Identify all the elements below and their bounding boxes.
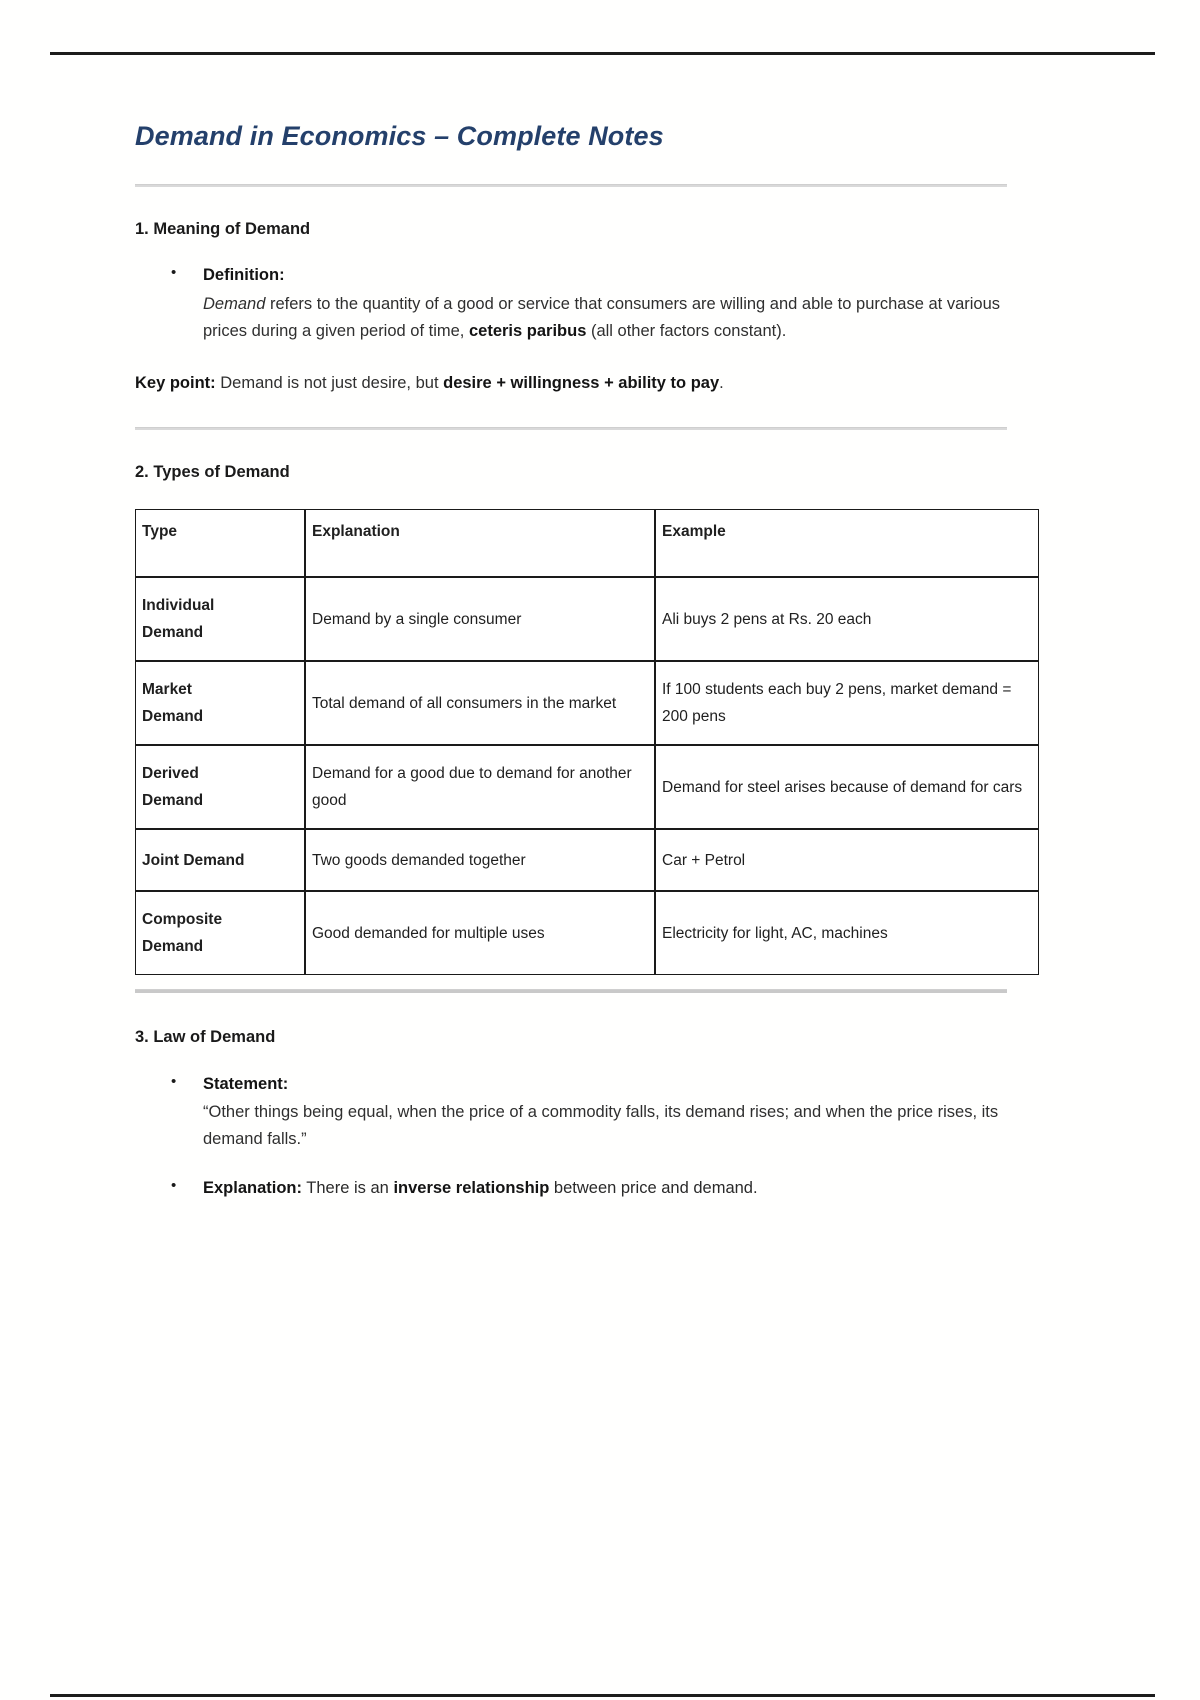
definition-label: Definition: [203,266,285,285]
column-header-type: Type [135,509,305,577]
explanation-label: Explanation: [203,1178,303,1197]
statement-label: Statement: [203,1074,289,1093]
definition-body [203,291,1003,344]
type-name-lines [142,760,300,814]
document-content [135,120,1023,1201]
definition-italic-term: Demand [203,294,266,313]
type-name-lines [142,676,300,730]
cell-example-derived: Demand for steel arises because of demand for cars [655,745,1039,829]
page-bottom-rule [50,1694,1155,1697]
cell-example-individual: Ali buys 2 pens at Rs. 20 each [655,577,1039,661]
type-line-1: Derived [142,765,199,783]
table-row [135,745,1039,829]
key-point-text-1: Demand is not just desire, but [215,374,444,393]
cell-explanation-market: Total demand of all consumers in the market [305,661,655,745]
key-point-line [135,370,1007,396]
cell-type-joint: Joint Demand [135,829,305,891]
section-divider-2 [135,989,1007,993]
section-heading-meaning: 1. Meaning of Demand [135,219,311,238]
list-item-explanation [135,1175,1007,1202]
type-line-2: Demand [142,938,204,956]
list-item-definition [135,262,1007,344]
cell-example-market: If 100 students each buy 2 pens, market demand = 200 pens [655,661,1039,745]
section-divider-1 [135,427,1007,430]
explanation-text-1: There is an [302,1178,394,1197]
types-table-container [135,509,1023,975]
type-line-1: Market [142,681,192,699]
table-row [135,577,1039,661]
cell-type-composite [135,891,305,975]
type-name-lines [142,906,300,960]
explanation-text-2: between price and demand. [549,1178,758,1197]
section-meaning-of-demand [135,219,1007,397]
types-of-demand-table [135,509,1039,975]
cell-type-market [135,661,305,745]
type-name-lines [142,592,300,646]
key-point-text-2: . [719,374,724,393]
type-line-1: Composite [142,911,223,929]
key-point-label: Key point: [135,374,216,393]
table-header-row [135,509,1039,577]
meaning-bullet-list [135,262,1007,344]
section-heading-law: 3. Law of Demand [135,1028,276,1047]
list-item-statement [135,1071,1007,1153]
cell-example-joint: Car + Petrol [655,829,1039,891]
table-row [135,829,1039,891]
section-types-of-demand [135,462,1023,975]
explanation-emphasis: inverse relationship [393,1178,550,1197]
statement-quote: “Other things being equal, when the price of a commodity falls, its demand rises; and when the price rises, its demand falls.” [203,1103,999,1149]
cell-type-individual [135,577,305,661]
section-heading-types: 2. Types of Demand [135,462,290,481]
type-line-2: Demand [142,708,204,726]
type-line-2: Demand [142,792,204,810]
cell-explanation-individual: Demand by a single consumer [305,577,655,661]
page-top-rule [50,52,1155,55]
title-divider [135,184,1007,187]
cell-explanation-joint: Two goods demanded together [305,829,655,891]
cell-example-composite: Electricity for light, AC, machines [655,891,1039,975]
law-bullet-list [135,1071,1007,1202]
column-header-example: Example [655,509,1039,577]
definition-text-part2: (all other factors constant). [586,321,787,340]
type-line-1: Individual [142,597,215,615]
table-row [135,891,1039,975]
table-row [135,661,1039,745]
cell-explanation-derived: Demand for a good due to demand for another good [305,745,655,829]
page-title: Demand in Economics – Complete Notes [135,121,664,151]
cell-explanation-composite: Good demanded for multiple uses [305,891,655,975]
definition-bold-term: ceteris paribus [468,321,587,340]
cell-type-derived [135,745,305,829]
type-line-2: Demand [142,624,204,642]
column-header-explanation: Explanation [305,509,655,577]
definition-text-part1: refers to the quantity of a good or service that consumers are willing and able to purchase at various prices during a given period of time, [203,294,1001,340]
key-point-emphasis: desire + willingness + ability to pay [443,374,720,393]
section-law-of-demand [135,1027,1007,1201]
